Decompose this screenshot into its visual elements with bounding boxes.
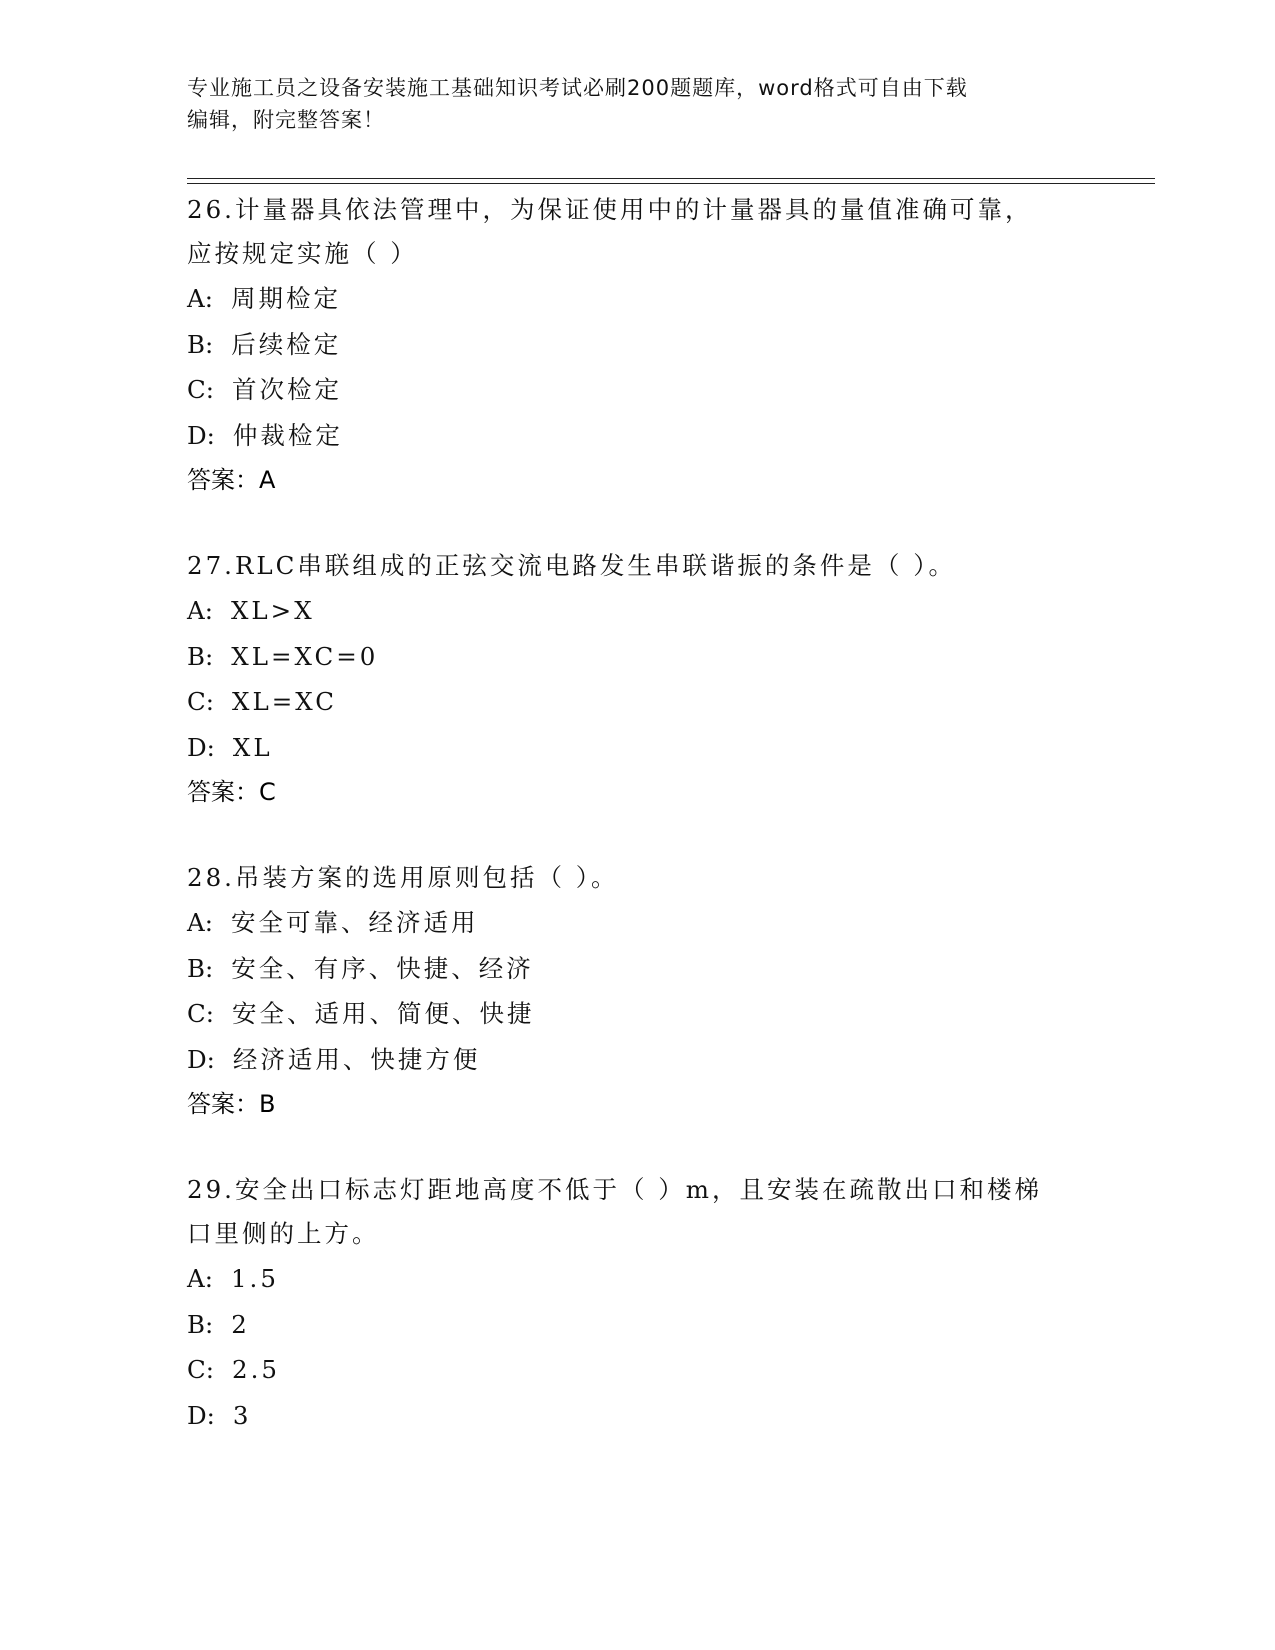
- option-d: [187, 413, 1087, 459]
- option-text: XL=XC: [232, 687, 338, 716]
- option-label: A:: [187, 596, 213, 625]
- option-text: 2: [231, 1309, 250, 1339]
- option-label: D:: [187, 732, 215, 762]
- option-text: XL: [232, 732, 273, 762]
- document-header: [187, 72, 1067, 136]
- option-label: D:: [187, 1400, 215, 1430]
- option-text: 1.5: [230, 1264, 279, 1293]
- question-stem: 27.RLC串联组成的正弦交流电路发生串联谐振的条件是（ ）。: [187, 551, 956, 580]
- option-a: [187, 1256, 1087, 1302]
- option-d: [187, 725, 1087, 771]
- question-28: [187, 856, 1087, 1127]
- option-c: [187, 679, 1087, 725]
- option-c: [187, 367, 1087, 413]
- option-c: [187, 991, 1087, 1037]
- option-text: 首次检定: [232, 375, 343, 404]
- header-divider-top: [187, 178, 1155, 179]
- option-text: XL>X: [230, 596, 315, 625]
- question-27: [187, 544, 1087, 815]
- option-a: [187, 276, 1087, 322]
- option-a: [187, 588, 1087, 634]
- option-b: [187, 946, 1087, 992]
- answer-line: 答案：B: [187, 1090, 276, 1118]
- option-label: A:: [187, 1264, 213, 1293]
- option-label: B:: [187, 641, 214, 671]
- option-label: B:: [187, 1309, 214, 1339]
- option-label: C:: [187, 375, 215, 404]
- option-label: A:: [187, 908, 213, 937]
- question-stem: 26.计量器具依法管理中，为保证使用中的计量器具的量值准确可靠，: [187, 195, 1033, 224]
- option-text: 3: [232, 1400, 252, 1430]
- option-text: 仲裁检定: [232, 420, 343, 450]
- option-d: [187, 1393, 1087, 1439]
- option-label: D:: [187, 1044, 215, 1074]
- question-26: [187, 188, 1087, 503]
- option-d: [187, 1037, 1087, 1083]
- option-label: C:: [187, 1355, 215, 1384]
- option-a: [187, 900, 1087, 946]
- option-text: 安全、适用、简便、快捷: [232, 999, 535, 1028]
- header-divider-bottom: [187, 183, 1155, 184]
- option-label: D:: [187, 420, 215, 450]
- question-stem: 29.安全出口标志灯距地高度不低于（ ）m，且安装在疏散出口和楼梯: [187, 1175, 1042, 1204]
- option-b: [187, 322, 1087, 368]
- answer-line: 答案：A: [187, 466, 276, 494]
- option-text: 后续检定: [231, 329, 342, 359]
- option-c: [187, 1347, 1087, 1393]
- question-29: [187, 1168, 1087, 1438]
- option-label: B:: [187, 329, 214, 359]
- option-label: C:: [187, 999, 215, 1028]
- option-text: 周期检定: [230, 284, 341, 313]
- option-text: 安全、有序、快捷、经济: [231, 953, 534, 983]
- question-stem-continued: 应按规定实施（ ）: [187, 239, 418, 268]
- question-list: [187, 188, 1087, 1479]
- option-text: 2.5: [232, 1355, 280, 1384]
- header-line-1: 专业施工员之设备安装施工基础知识考试必刷200题题库，word格式可自由下载: [187, 76, 968, 100]
- option-label: B:: [187, 953, 214, 983]
- option-label: C:: [187, 687, 215, 716]
- answer-line: 答案：C: [187, 778, 276, 806]
- question-stem: 28.吊装方案的选用原则包括（ ）。: [187, 863, 619, 892]
- option-text: 经济适用、快捷方便: [232, 1044, 481, 1074]
- option-text: 安全可靠、经济适用: [230, 908, 479, 937]
- option-text: XL=XC=0: [231, 641, 379, 671]
- header-line-2: 编辑，附完整答案！: [187, 108, 385, 132]
- question-stem-continued: 口里侧的上方。: [187, 1219, 380, 1248]
- option-label: A:: [187, 284, 213, 313]
- option-b: [187, 634, 1087, 680]
- option-b: [187, 1302, 1087, 1348]
